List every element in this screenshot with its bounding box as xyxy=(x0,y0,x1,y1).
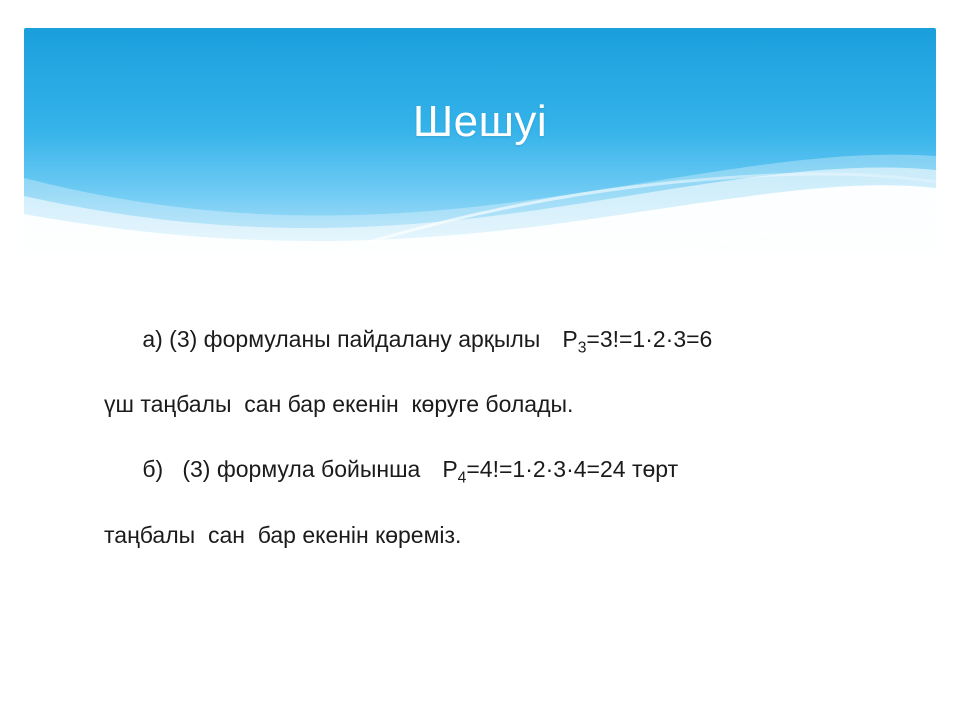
body-line-1-text: а) (3) формуланы пайдалану арқылы xyxy=(142,325,541,352)
formula-p-2: P xyxy=(442,456,458,483)
body-line-4: таңбалы сан бар екенін көреміз. xyxy=(104,521,462,548)
body-line-3-text: б) (3) формула бойынша xyxy=(142,456,421,483)
formula-rest-2: =4!=1·2·3·4=24 төрт xyxy=(466,456,679,483)
formula-rest-1: =3!=1·2·3=6 xyxy=(586,325,713,352)
slide-body xyxy=(104,290,904,551)
formula-sub-1: 3 xyxy=(577,339,587,357)
title-banner xyxy=(24,28,936,256)
formula-p-1: P xyxy=(562,325,578,352)
body-line-2: үш таңбалы сан бар екенін көруге болады. xyxy=(104,390,574,417)
body-line-1 xyxy=(104,290,904,388)
page-title: Шешуі xyxy=(412,97,548,146)
formula-sub-2: 4 xyxy=(457,469,467,487)
body-line-3 xyxy=(104,421,904,519)
